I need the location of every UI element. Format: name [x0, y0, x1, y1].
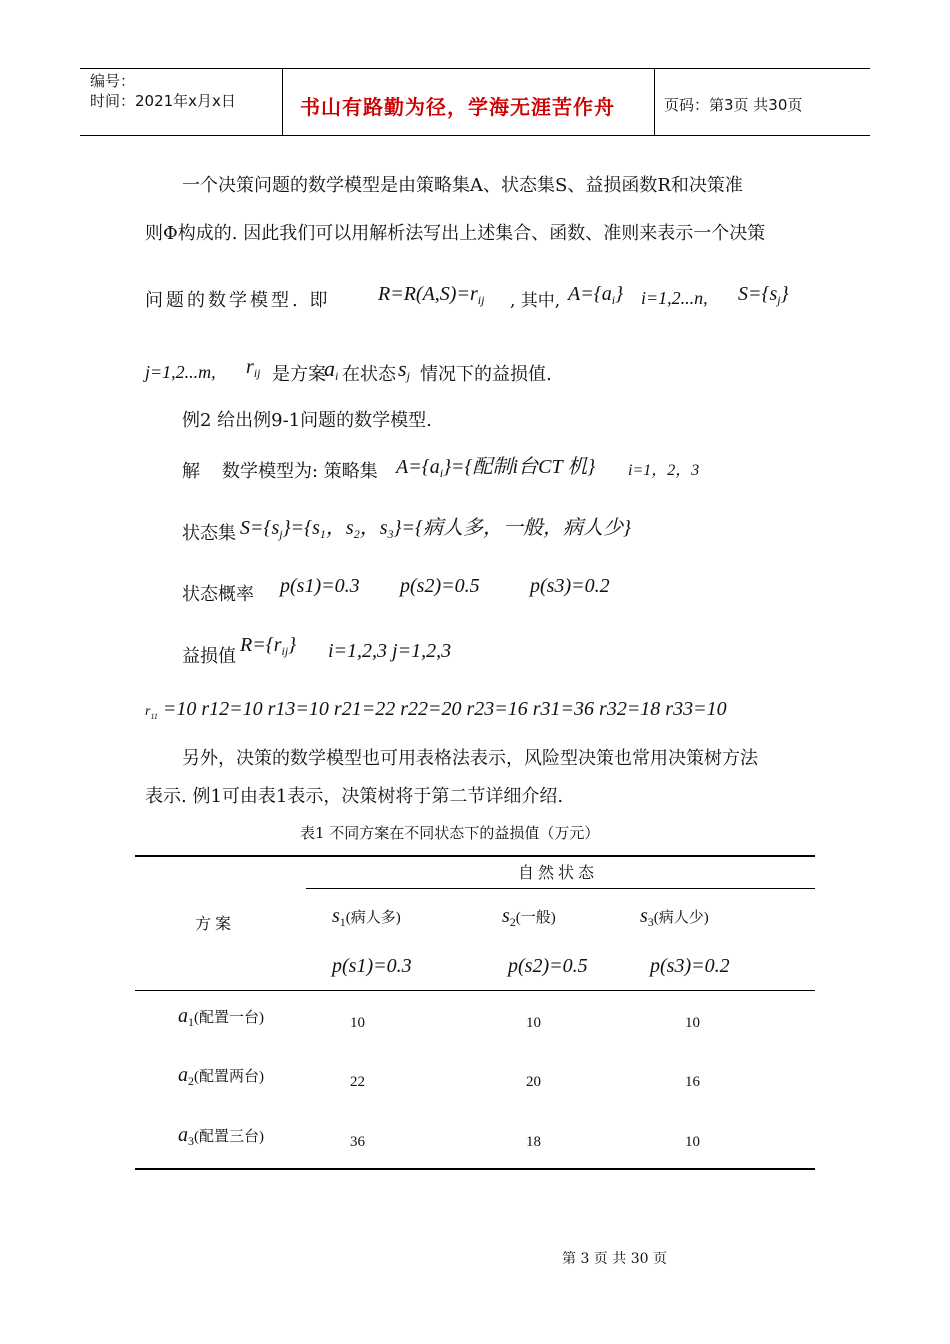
table-caption: 表1 不同方案在不同状态下的益损值（万元）: [300, 824, 600, 842]
cell-r22: 20: [526, 1074, 541, 1090]
header-divider-left: [282, 68, 283, 135]
probability-s2: p(s2)=0.5: [400, 575, 480, 597]
payoff-formula: $R=\{r_{ij}\}$: [240, 634, 297, 658]
payoff-range: i=1,2,3 j=1,2,3: [328, 640, 452, 662]
cell-r13: 10: [685, 1015, 700, 1031]
header-motto: 书山有路勤为径，学海无涯苦作舟: [300, 95, 615, 119]
symbol-a-i: $a_i$: [324, 356, 339, 383]
state-header-2: $s_2$(一般): [502, 905, 556, 929]
state-prob-2: p(s2)=0.5: [508, 955, 588, 977]
header-divider-right: [654, 68, 655, 135]
cell-r32: 18: [526, 1134, 541, 1150]
formula-i-range: i=1,2...n,: [641, 288, 708, 308]
header-page-number: 页码：第3页 共30页: [664, 96, 803, 114]
paragraph-1-line-2: 则Φ构成的. 因此我们可以用解析法写出上述集合、函数、准则来表示一个决策: [145, 223, 766, 244]
solution-formula: $A=\{a_i\}=${配制i台CT 机}: [396, 456, 596, 480]
state-header-1: $s_1$(病人多): [332, 905, 401, 929]
state-header-3: $s_3$(病人少): [640, 905, 709, 929]
state-prob-1: p(s1)=0.3: [332, 955, 412, 977]
formula-A: $A=\{a_i\}$: [568, 283, 624, 307]
state-prob-3: p(s3)=0.2: [650, 955, 730, 977]
state-set-formula: $S=\{s_j\}=\{s_1$，$s_2$，$s_3\}=${病人多，一般，病人少}: [240, 517, 631, 541]
paragraph-2-line-2: 表示. 例1可由表1表示，决策树将于第二节详细介绍.: [145, 786, 564, 807]
cell-r21: 22: [350, 1074, 365, 1090]
solution-text: 数学模型为: 策略集: [222, 461, 378, 482]
cell-r23: 16: [685, 1074, 700, 1090]
payoff-label: 益损值: [182, 646, 236, 667]
table-bottom-rule: [135, 1168, 815, 1170]
paragraph-1-line-4-c: 情况下的益损值.: [420, 364, 552, 385]
header-scheme: 方 案: [195, 916, 232, 933]
formula-S: $S=\{s_j\}$: [738, 283, 789, 307]
symbol-s-j: $s_j$: [398, 356, 410, 383]
cell-r12: 10: [526, 1015, 541, 1031]
cell-r11: 10: [350, 1015, 365, 1031]
header-top-rule: [80, 68, 870, 69]
row-label-2: $a_2$(配置两台): [178, 1064, 264, 1088]
state-set-label: 状态集: [182, 523, 236, 544]
paragraph-1-line-3-rest: , 其中,: [510, 291, 561, 311]
paragraph-1-line-4-b: 在状态: [342, 364, 396, 385]
row-label-3: $a_3$(配置三台): [178, 1124, 264, 1148]
probability-s3: p(s3)=0.2: [530, 575, 610, 597]
formula-j-range: j=1,2...m,: [145, 362, 216, 382]
paragraph-1-line-3-text: 问题的数学模型. 即: [145, 290, 331, 311]
header-nature-state: 自 然 状 态: [518, 865, 595, 882]
symbol-r-ij: $r_{ij}$: [246, 356, 261, 380]
cell-r33: 10: [685, 1134, 700, 1150]
example-title: 例2 给出例9-1问题的数学模型.: [182, 410, 432, 431]
paragraph-1-line-4-a: 是方案: [272, 364, 326, 385]
page-footer: 第 3 页 共 30 页: [562, 1251, 667, 1267]
formula-R: $R=R(A,S)=r_{ij}$: [378, 283, 485, 307]
paragraph-1-line-1: 一个决策问题的数学模型是由策略集A、状态集S、益损函数R和决策准: [182, 175, 743, 196]
row-label-1: $a_1$(配置一台): [178, 1005, 264, 1029]
paragraph-2-line-1: 另外，决策的数学模型也可用表格法表示，风险型决策也常用决策树方法: [182, 748, 758, 769]
cell-r31: 36: [350, 1134, 365, 1150]
table-mid-rule: [306, 888, 815, 889]
header-bottom-rule: [80, 135, 870, 136]
payoff-values: $r_{11} =10$ r12=10 r13=10 r21=22 r22=20 r23=16 r31=36 r32=18 r33=10: [145, 698, 727, 721]
solution-range: i=1，2，3: [628, 462, 700, 479]
header-time: 时间：2021年x月x日: [90, 92, 236, 110]
solution-label: 解: [182, 461, 200, 482]
probability-s1: p(s1)=0.3: [280, 575, 360, 597]
header-number: 编号：: [90, 72, 136, 90]
table-top-rule: [135, 855, 815, 857]
probability-label: 状态概率: [182, 584, 254, 605]
table-header-rule: [135, 990, 815, 991]
